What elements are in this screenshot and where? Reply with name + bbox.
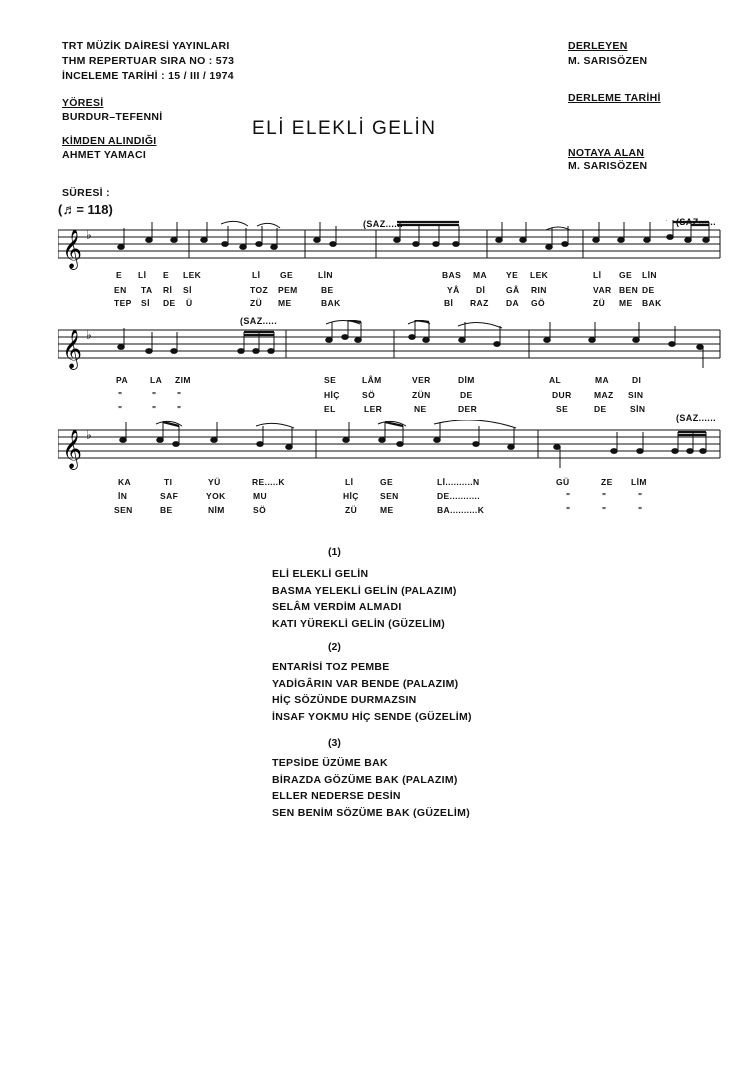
s3-row2-9: " [602,491,607,501]
header-line-2: THM REPERTUAR SIRA NO : 573 [62,55,235,67]
sixteenth-note-icon: ♬ [62,201,77,217]
s3-row1-10: LİM [631,477,647,487]
verse-line: SELÂM VERDİM ALMADI [272,601,402,613]
s3-row1-7: Lİ..........N [437,477,480,487]
s1-row1-12: Lİ [593,270,602,280]
s2-row1-8: AL [549,375,562,385]
s1-row1-5: Lİ [252,270,261,280]
header-line-3: İNCELEME TARİHİ : 15 / III / 1974 [62,70,234,82]
verse-2-number: (2) [328,641,341,653]
saz-mark-3: (SAZ..... [240,316,278,326]
verse-1 [272,566,457,632]
s2-row2-2: " [152,390,157,400]
s2-row1-10: DI [632,375,642,385]
s1-row2-12: VAR [593,285,612,295]
s2-row2-3: " [177,390,182,400]
s1-row1-1: E [116,270,123,280]
s1-row2-7: BE [321,285,334,295]
s1-row3-12: ZÜ [593,298,606,308]
s3-row1-3: YÜ [208,477,221,487]
verse-line: BASMA YELEKLİ GELİN (PALAZIM) [272,584,457,597]
saz-mark-4: (SAZ...... [676,413,716,423]
verse-line: YADİGÂRIN VAR BENDE (PALAZIM) [272,677,459,690]
s1-row1-7: LİN [318,270,333,280]
verse-2 [272,659,472,725]
s1-row1-2: Lİ [138,270,147,280]
s1-row2-3: Rİ [163,285,173,295]
s2-row3-5: LER [364,404,383,414]
s1-row1-4: LEK [183,270,202,280]
s1-row3-7: BAK [321,298,341,308]
verse-line: HİÇ SÖZÜNDE DURMAZSIN [272,694,417,706]
s2-row3-6: NE [414,404,427,414]
s1-row1-9: MA [473,270,488,280]
treble-clef-icon: 𝄞 [62,229,83,269]
s1-row2-2: TA [141,285,153,295]
s2-row3-2: " [152,404,157,414]
s2-row2-7: DE [460,390,473,400]
s2-row1-3: ZIM [175,375,191,385]
s2-row3-3: " [177,404,182,414]
s3-row1-5: Lİ [345,477,354,487]
s1-row3-5: ZÜ [250,298,263,308]
s3-row1-6: GE [380,477,394,487]
derleyen-value: M. SARISÖZEN [568,55,648,67]
kimden-value: AHMET YAMACI [62,149,147,161]
s1-row3-11: GÖ [531,298,546,308]
verse-line: İNSAF YOKMU HİÇ SENDE (GÜZELİM) [272,710,472,723]
s2-row1-9: MA [595,375,610,385]
s2-row3-10: SİN [630,404,646,414]
s2-row1-1: PA [116,375,128,385]
verse-1-number: (1) [328,546,341,558]
tempo-mark [58,201,113,217]
yore-value: BURDUR–TEFENNİ [62,111,163,123]
s1-row1-6: GE [280,270,294,280]
s3-row2-4: MU [253,491,268,501]
s1-row3-4: Ü [186,298,193,308]
s1-row1-14: LİN [642,270,657,280]
s1-row2-9: Dİ [476,285,486,295]
verse-line: ELİ ELEKLİ GELİN [272,568,369,580]
verse-line: ENTARİSİ TOZ PEMBE [272,661,390,673]
verse-line: KATI YÜREKLİ GELİN (GÜZELİM) [272,617,446,630]
s1-row3-10: DA [506,298,520,308]
s1-row3-1: TEP [114,298,132,308]
s2-row3-4: EL [324,404,336,414]
treble-clef-icon: 𝄞 [62,329,83,369]
s1-row2-8: YÂ [447,285,460,295]
s1-row3-2: Sİ [141,298,150,308]
verse-line: BİRAZDA GÖZÜME BAK (PALAZIM) [272,773,458,786]
header-line-1: TRT MÜZİK DAİRESİ YAYINLARI [62,40,230,52]
s3-row3-10: " [638,505,643,515]
s1-row3-3: DE [163,298,176,308]
verse-line: ELLER NEDERSE DESİN [272,790,401,802]
saz-mark-1: (SAZ...... [363,219,403,229]
s1-row1-11: LEK [530,270,549,280]
s3-row2-6: SEN [380,491,399,501]
s3-row3-4: SÖ [253,505,267,515]
s3-row2-2: SAF [160,491,179,501]
s1-row3-9: RAZ [470,298,489,308]
s3-row3-3: NİM [208,505,225,515]
s1-row3-14: BAK [642,298,662,308]
s1-row1-3: E [163,270,170,280]
s2-row1-6: VER [412,375,431,385]
s3-row2-10: " [638,491,643,501]
s1-row2-4: Sİ [183,285,192,295]
flat-icon: ♭ [86,328,92,342]
s3-row2-1: İN [118,491,128,501]
s1-row2-10: GÂ [506,285,520,295]
s3-row2-8: " [566,491,571,501]
verse-line: TEPSİDE ÜZÜME BAK [272,757,388,769]
saz-mark-2: (SAZ...... [676,217,716,227]
flat-icon: ♭ [86,228,92,242]
verse-3 [272,755,470,821]
s1-row2-11: RIN [531,285,547,295]
s1-row1-8: BAS [442,270,462,280]
s2-row3-7: DER [458,404,478,414]
s1-row2-14: DE [642,285,655,295]
s1-row2-13: BEN [619,285,639,295]
s1-row2-6: PEM [278,285,298,295]
notaya-value: M. SARISÖZEN [568,160,648,172]
s2-row2-8: DUR [552,390,572,400]
s2-row2-5: SÖ [362,390,376,400]
s3-row3-7: BA..........K [437,505,485,515]
s3-row1-9: ZE [601,477,613,487]
s1-row1-13: GE [619,270,633,280]
verse-3-number: (3) [328,737,341,749]
tempo-close-paren: ) [108,202,113,217]
s2-row2-9: MAZ [594,390,614,400]
s1-row3-8: Bİ [444,298,454,308]
derleyen-label: DERLEYEN [568,40,628,52]
song-title: ELİ ELEKLİ GELİN [252,118,437,139]
s3-row1-8: GÜ [556,477,570,487]
s2-row2-10: SIN [628,390,644,400]
s1-row2-1: EN [114,285,127,295]
s2-row3-8: SE [556,404,569,414]
treble-clef-icon: 𝄞 [62,429,83,469]
s2-row3-1: " [118,404,123,414]
kimden-label: KİMDEN ALINDIĞI [62,135,157,147]
tempo-value: = 118 [76,202,109,217]
s3-row3-2: BE [160,505,173,515]
s1-row1-10: YE [506,270,519,280]
derleme-tarihi-label: DERLEME TARİHİ [568,92,661,104]
s2-row2-6: ZÜN [412,390,431,400]
s2-row2-4: HİÇ [324,390,340,400]
s2-row1-5: LÂM [362,375,382,385]
s1-row3-13: ME [619,298,633,308]
flat-icon: ♭ [86,428,92,442]
s2-row2-1: " [118,390,123,400]
s3-row3-6: ME [380,505,394,515]
s2-row1-2: LA [150,375,163,385]
suresi-label: SÜRESİ : [62,187,110,199]
s2-row1-4: SE [324,375,337,385]
s2-row1-7: DİM [458,375,475,385]
s3-row1-1: KA [118,477,132,487]
s1-row2-5: TOZ [250,285,269,295]
verse-line: SEN BENİM SÖZÜME BAK (GÜZELİM) [272,806,470,819]
s3-row2-3: YOK [206,491,226,501]
s3-row3-1: SEN [114,505,133,515]
s3-row2-5: HİÇ [343,491,359,501]
tempo-open-paren: ( [58,202,63,217]
s1-row3-6: ME [278,298,292,308]
s3-row2-7: DE........... [437,491,480,501]
notaya-label: NOTAYA ALAN [568,147,645,159]
s3-row1-4: RE.....K [252,477,285,487]
yore-label: YÖRESİ [62,97,104,109]
s3-row3-8: " [566,505,571,515]
s2-row3-9: DE [594,404,607,414]
s3-row3-5: ZÜ [345,505,358,515]
s3-row3-9: " [602,505,607,515]
s3-row1-2: TI [164,477,173,487]
